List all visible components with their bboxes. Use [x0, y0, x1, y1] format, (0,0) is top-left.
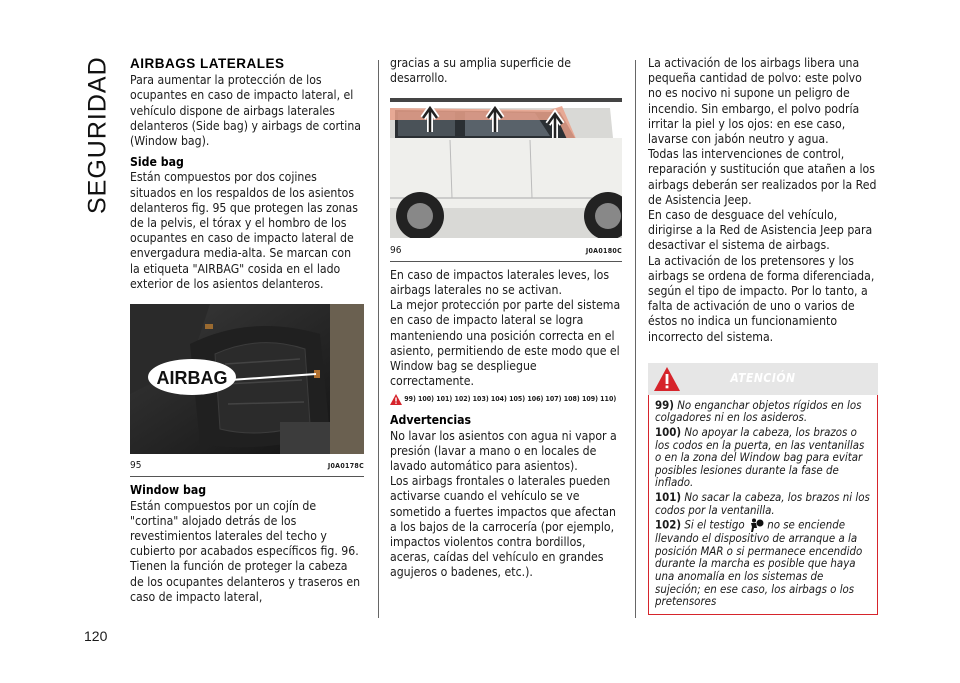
warning-item: [655, 426, 871, 489]
column-1: [130, 52, 364, 605]
warning-paragraph-washing: No lavar los asientos con agua ni vapor a presión (lavar a mano o en locales de lavado automático para asientos).: [390, 428, 617, 474]
section-title: SEGURIDAD: [83, 56, 112, 214]
paragraph-service: Todas las intervenciones de control, reparación y sustitución que atañen a los airbags deberán ser realizados por la Red de Asistencia Jeep.: [648, 147, 877, 207]
windowbag-paragraph: Están compuestos por un cojín de "cortina" alojado detrás de los revestimientos laterales del techo y cubierto por acabados específicos fig. 96. Tienen la función de proteger la cabeza de los ocupantes delanteros y traseros en caso de impacto lateral,: [130, 498, 361, 604]
warning-references: [390, 393, 622, 405]
section-heading: AIRBAGS LATERALES: [130, 56, 285, 71]
page-number: 120: [84, 628, 108, 644]
attention-title: ATENCIÓN: [730, 371, 796, 386]
sidebag-heading: Side bag: [130, 155, 184, 170]
figure-caption: [390, 243, 622, 262]
column-divider: [635, 60, 636, 618]
figure-96: [390, 98, 622, 261]
warning-text: no se enciende llevando el dispositivo de arranque a la posición MAR o si permanece encendido durante la marcha es posible que haya una anomalía en los sistemas de sujeción; en ese caso, los airbags o los pretensores: [655, 517, 863, 609]
column-2: [390, 56, 622, 581]
attention-box: [648, 395, 878, 615]
sidebag-paragraph: Están compuestos por dos cojines situados en los respaldos de los asientos delanteros fig. 95 que protegen las zonas de la pelvis, el tórax y el hombro de los ocupantes en caso de impacto lateral de envergadura media-alta. Se marcan con la etiqueta "AIRBAG" cosida en el lado exterior de los asientos delanteros.: [130, 170, 358, 291]
paragraph-pretensioners: La activación de los pretensores y los airbags se ordena de forma diferenciada, según el tipo de impacto. Por lo tanto, a falta de activación de uno o varios de éstos no indica un funcionamiento incorrecto del sistema.: [648, 253, 875, 344]
warning-text: No apoyar la cabeza, los brazos o los codos en la puerta, en las ventanillas o en la zona del Window bag para evitar posibles lesiones durante la fase de inflado.: [655, 425, 865, 490]
continued-paragraph: gracias a su amplia superficie de desarrollo.: [390, 56, 571, 86]
warnings-heading: Advertencias: [390, 413, 471, 428]
figure-caption: [130, 458, 364, 477]
warning-number: 99): [655, 397, 674, 412]
figure-number: 95: [130, 460, 142, 472]
intro-paragraph: Para aumentar la protección de los ocupantes en caso de impacto lateral, el vehículo dispone de airbags laterales delanteros (Side bag) y airbags de cortina (Window bag).: [130, 73, 362, 149]
paragraph-minor-impact: En caso de impactos laterales leves, los airbags laterales no se activan.: [390, 267, 610, 298]
warning-number: 100): [655, 425, 682, 440]
reference-list: 99) 100) 101) 102) 103) 104) 105) 106) 107) 108) 109) 110): [404, 395, 617, 404]
warning-paragraph-activation: Los airbags frontales o laterales pueden activarse cuando el vehículo se ve sometido a fuertes impactos que afectan a los bajos de la carrocería (por ejemplo, impactos violentos contra bordillos, aceras, caídas del vehículo en grandes agujeros o badenes, etc.).: [390, 474, 616, 580]
paragraph-best-protection: La mejor protección por parte del sistema en caso de impacto lateral se logra manteniendo una posición correcta en el asiento, permitiendo de este modo que el Window bag se despliegue correctamente.: [390, 298, 621, 389]
figure-code: J0A0180C: [585, 246, 622, 255]
warning-number: 102): [655, 517, 682, 532]
airbag-label-text: AIRBAG: [156, 368, 228, 389]
warning-item: [655, 399, 871, 424]
paragraph-powder: La activación de los airbags libera una pequeña cantidad de polvo: este polvo no es nocivo ni supone un peligro de incendio. Sin embargo, el polvo podría irritar la piel y los ojos: en ese caso, lavarse con jabón neutro y agua.: [648, 56, 862, 147]
figure-code: J0A0178C: [327, 462, 364, 471]
warning-item: [655, 518, 871, 608]
vehicle-curtain-airbag-image: [390, 98, 622, 238]
column-divider: [378, 60, 379, 618]
airbag-warning-light-icon: [748, 518, 764, 532]
figure-95: [130, 304, 364, 477]
column-3: [648, 56, 878, 615]
attention-header: [648, 363, 878, 395]
warning-text: No sacar la cabeza, los brazos ni los codos por la ventanilla.: [655, 490, 870, 517]
warning-item: [655, 491, 871, 516]
figure-number: 96: [390, 244, 402, 256]
warning-number: 101): [655, 490, 682, 505]
warning-triangle-icon: [390, 394, 402, 405]
warning-text: Si el testigo: [684, 517, 745, 532]
seat-airbag-image: [130, 304, 364, 454]
paragraph-scrapping: En caso de desguace del vehículo, dirigirse a la Red de Asistencia Jeep para desactivar el sistema de airbags.: [648, 208, 873, 253]
windowbag-heading: Window bag: [130, 483, 207, 498]
warning-text: No enganchar objetos rígidos en los colgadores ni en los asideros.: [655, 397, 862, 425]
